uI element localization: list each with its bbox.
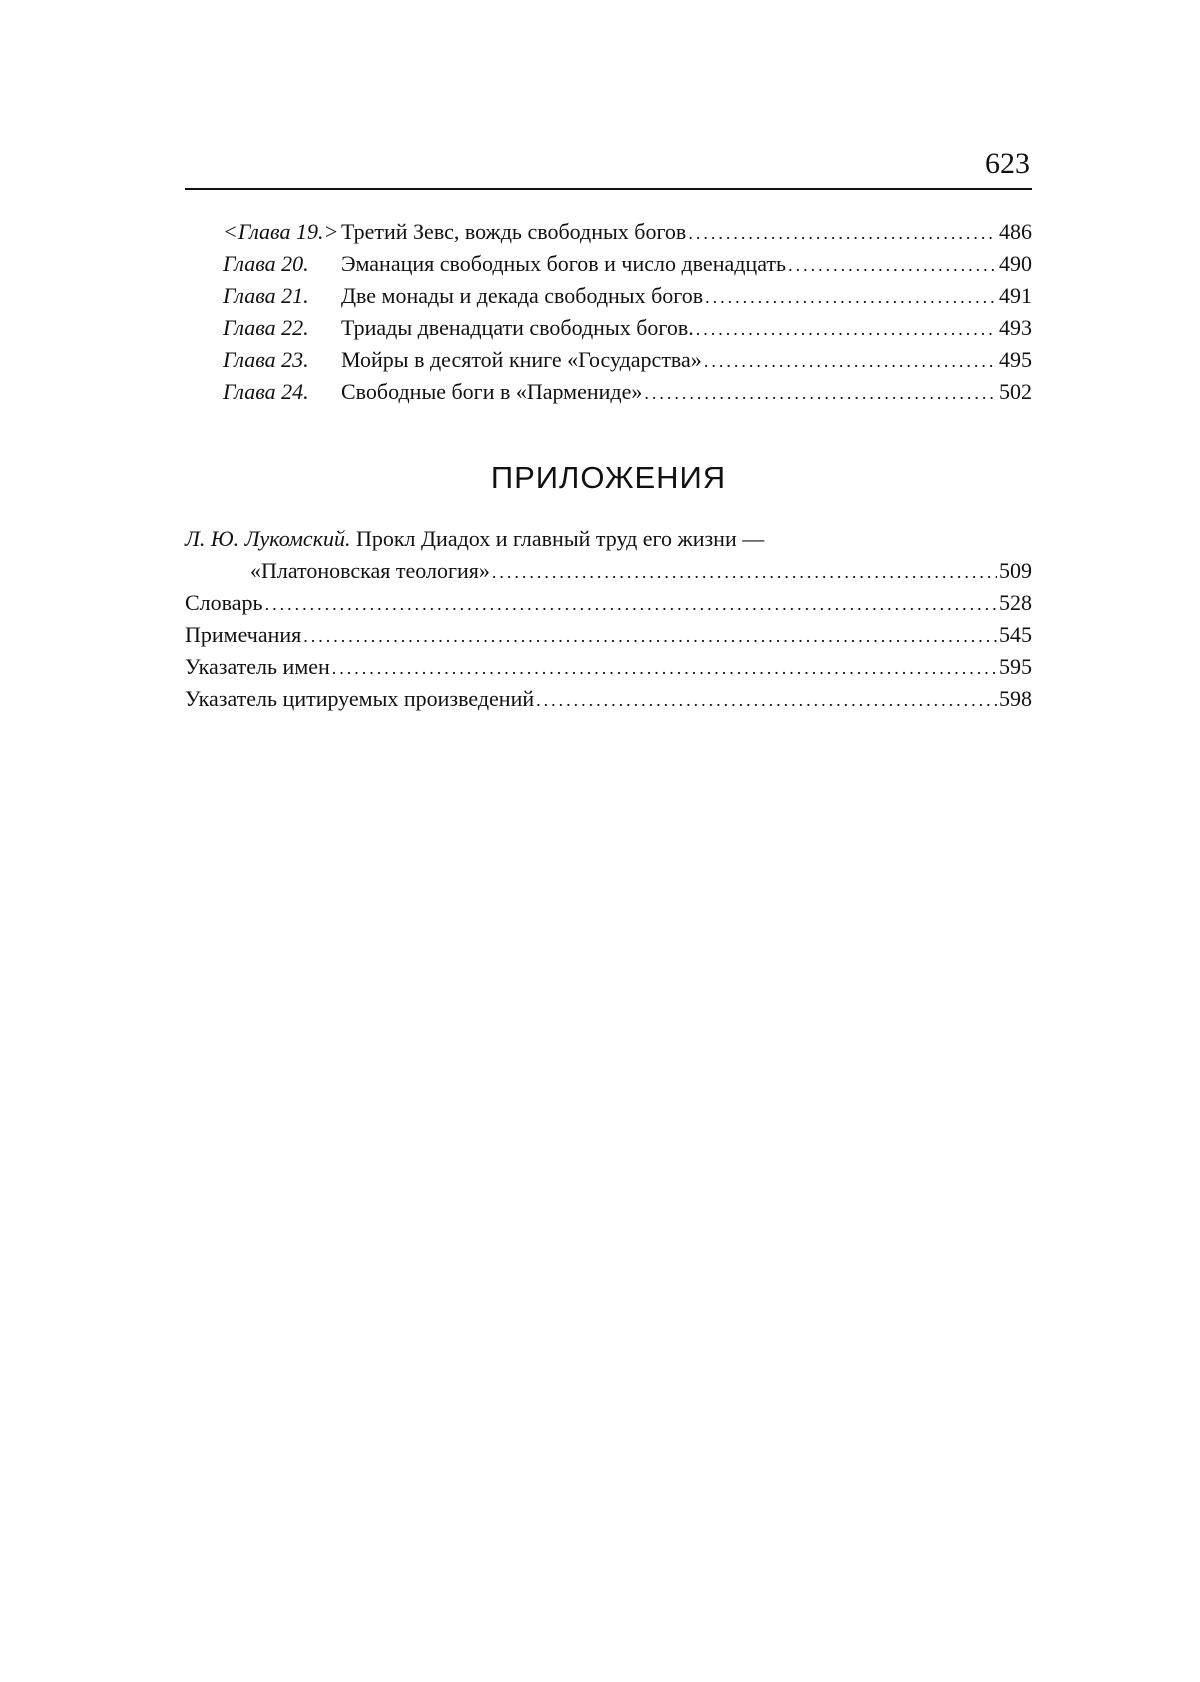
- dot-leader: [536, 684, 997, 716]
- dot-leader: [705, 281, 997, 313]
- toc-entry-chapter-22[interactable]: [185, 312, 1032, 344]
- dot-leader: [644, 377, 997, 409]
- page-reference: 495: [999, 347, 1032, 372]
- toc-entry-notes[interactable]: [185, 619, 1032, 651]
- toc-entry-chapter-23[interactable]: [185, 344, 1032, 376]
- header-rule: [185, 188, 1032, 190]
- page-reference: 493: [999, 315, 1032, 340]
- appendix-title: Указатель цитируемых произведений: [185, 686, 535, 711]
- essay-title-line1: Прокл Диадох и главный труд его жизни —: [355, 526, 765, 551]
- page-reference: 598: [999, 686, 1032, 711]
- page-reference: 502: [999, 379, 1032, 404]
- dot-leader: [788, 249, 997, 281]
- appendix-heading: ПРИЛОЖЕНИЯ: [490, 460, 727, 495]
- toc-entry-works-index[interactable]: [185, 683, 1032, 715]
- page-reference: 595: [999, 654, 1032, 679]
- chapter-label: Глава 23.: [223, 347, 309, 372]
- chapter-label: Глава 21.: [223, 283, 309, 308]
- dot-leader: [688, 217, 997, 249]
- page-reference: 528: [999, 590, 1032, 615]
- page-reference: 490: [999, 251, 1032, 276]
- chapter-label: Глава 20.: [223, 251, 309, 276]
- chapter-label: Глава 24.: [223, 379, 309, 404]
- appendix-title: Указатель имен: [185, 654, 330, 679]
- chapter-title: Третий Зевс, вождь свободных богов: [341, 219, 687, 244]
- dot-leader: [492, 556, 997, 588]
- toc-entry-essay-line1[interactable]: [185, 523, 1032, 555]
- toc-entry-name-index[interactable]: [185, 651, 1032, 683]
- toc-entry-chapter-21[interactable]: [185, 280, 1032, 312]
- chapter-title: Две монады и декада свободных богов: [341, 283, 704, 308]
- page-reference: 486: [999, 219, 1032, 244]
- toc-entry-glossary[interactable]: [185, 587, 1032, 619]
- dot-leader: [332, 652, 997, 684]
- essay-title-line2: «Платоновская теология»: [250, 558, 490, 583]
- chapter-title: Мойры в десятой книге «Государства»: [341, 347, 702, 372]
- chapter-list: [185, 216, 1032, 408]
- dot-leader: [265, 588, 997, 620]
- toc-entry-chapter-20[interactable]: [185, 248, 1032, 280]
- toc-entry-essay-line2[interactable]: [185, 555, 1032, 587]
- chapter-title: Эманация свободных богов и число двенадцать: [341, 251, 787, 276]
- toc-entry-chapter-24[interactable]: [185, 376, 1032, 408]
- toc-entry-chapter-19[interactable]: [185, 216, 1032, 248]
- dot-leader: [303, 620, 997, 652]
- page-reference: 509: [999, 558, 1032, 583]
- appendix-title: Словарь: [185, 590, 263, 615]
- chapter-title: Свободные боги в «Пармениде»: [341, 379, 643, 404]
- page-number: 623: [985, 147, 1030, 180]
- dot-leader: [696, 313, 997, 345]
- chapter-title: Триады двенадцати свободных богов.: [341, 315, 694, 340]
- appendix-list: [185, 523, 1032, 715]
- chapter-label: <Глава 19.>: [223, 219, 339, 244]
- dot-leader: [704, 345, 997, 377]
- page-reference: 545: [999, 622, 1032, 647]
- essay-author: Л. Ю. Лукомский.: [185, 526, 351, 551]
- page-reference: 491: [999, 283, 1032, 308]
- chapter-label: Глава 22.: [223, 315, 309, 340]
- appendix-title: Примечания: [185, 622, 302, 647]
